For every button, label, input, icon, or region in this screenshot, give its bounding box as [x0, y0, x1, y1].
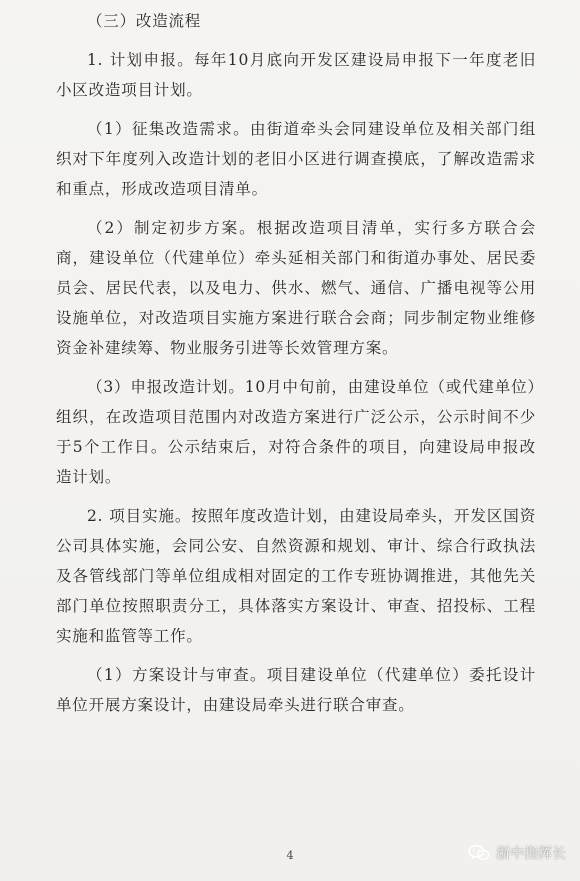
watermark — [468, 843, 566, 863]
watermark-text: 浙中指挥长 — [496, 846, 566, 862]
paragraph-declare-plan: （3）申报改造计划。10月中旬前，由建设单位（或代建单位）组织，在改造项目范围内对改造方案进行广泛公示，公示时间不少于5个工作日。公示结束后，对符合条件的项目，向建设局申报改造计划。 — [56, 378, 536, 486]
document-body — [56, 6, 536, 729]
page-number: 4 — [286, 849, 294, 862]
paragraph-collect-demand: （1）征集改造需求。由街道牵头会同建设单位及相关部门组织对下年度列入改造计划的老旧小区进行调查摸底，了解改造需求和重点，形成改造项目清单。 — [56, 120, 536, 198]
paragraph-initial-plan: （2）制定初步方案。根据改造项目清单，实行多方联合会商，建设单位（代建单位）牵头延相关部门和街道办事处、居民委员会、居民代表，以及电力、供水、燃气、通信、广播电视等公用设施单位，对改造项目实施方案进行联合会商；同步制定物业维修资金补建续筹、物业服务引进等长效管理方案。 — [56, 219, 536, 357]
paragraph-plan-declaration: 1. 计划申报。每年10月底向开发区建设局申报下一年度老旧小区改造项目计划。 — [56, 51, 536, 99]
wechat-icon — [468, 844, 490, 862]
section-heading: （三）改造流程 — [87, 12, 202, 30]
paragraph-design-review: （1）方案设计与审查。项目建设单位（代建单位）委托设计单位开展方案设计，由建设局牵头进行联合审查。 — [56, 666, 536, 714]
paragraph-project-implementation: 2. 项目实施。按照年度改造计划，由建设局牵头，开发区国资公司具体实施，会同公安、自然资源和规划、审计、综合行政执法及各管线部门等单位组成相对固定的工作专班协调推进，其他先关部门单位按照职责分工，具体落实方案设计、审查、招投标、工程实施和监管等工作。 — [56, 507, 536, 645]
